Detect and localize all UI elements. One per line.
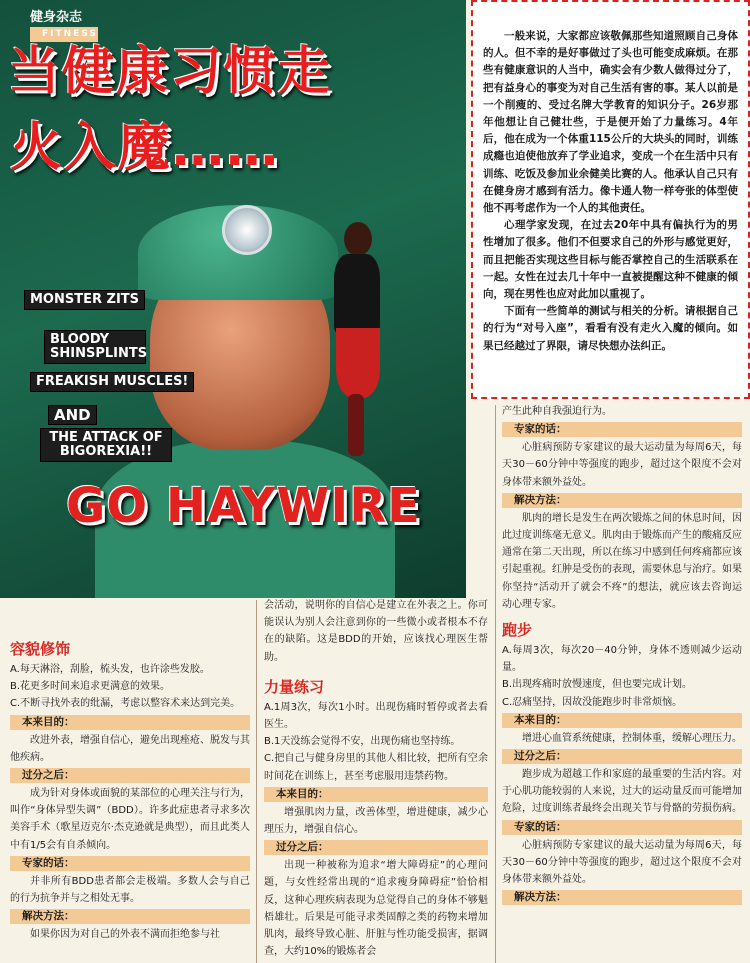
- subheading: 解决方法：: [502, 493, 742, 508]
- section-title: 力量练习: [264, 677, 325, 696]
- intro-paragraph: 心理学家发现，在过去20年中具有偏执行为的男性增加了很多。他们不但要求自己的外形与感觉更好，而且把能否实现这些目标与能否掌控自己的生活联系在一起。女性在过去几十年中一直被提醒这种不健康的倾向，现在男性也应对此加以重视了。: [483, 219, 738, 301]
- cover-illustration: [0, 0, 466, 598]
- subheading: 过分之后：: [10, 768, 250, 783]
- head-mirror-icon: [222, 205, 272, 255]
- tag-and: AND: [48, 405, 97, 425]
- subheading: 专家的话：: [502, 422, 742, 437]
- list-item: A.每天淋浴，刮脸，梳头发，也许涂些发胶。: [10, 664, 210, 675]
- paragraph: 会活动，说明你的自信心是建立在外表之上。你可能误认为别人会注意到你的一些微小或者根本不存在的缺陷。这是BDD的开始，应该找心理医生帮助。: [264, 600, 488, 663]
- paragraph: 产生此种自我强迫行为。: [502, 406, 612, 417]
- section-grooming: [10, 636, 250, 943]
- magazine-name: 健身杂志: [30, 10, 83, 25]
- list-item: A.1周3次，每次1小时。出现伤痛时暂停或者去看医生。: [264, 701, 488, 731]
- paragraph: 如果你因为对自己的外表不满而拒绝参与社: [30, 929, 220, 941]
- subheading: 解决方法：: [10, 909, 250, 924]
- intro-paragraph: 下面有一些简单的测试与相关的分析。请根据自己的行为“对号入座”，看看有没有走火入魔的倾向。如果已经越过了界限，请尽快想办法纠正。: [483, 305, 738, 352]
- subheading: 解决方法：: [502, 890, 742, 905]
- subheading: 专家的话：: [502, 820, 742, 835]
- paragraph: 出现一种被称为追求“增大障碍症”的心理问题，与女性经常出现的“追求瘦身障碍症”恰恰相反，这种心理疾病表现为总觉得自己的身体不够魁梧雄壮。后果是可能寻求类固醇之类的药物来增加肌肉，最终导致心脏、肝脏与性功能受损害，据调查，大约10%的锻炼者会: [264, 860, 488, 958]
- subheading: 本来目的：: [502, 713, 742, 728]
- paragraph: 增强肌肉力量，改善体型，增进健康，减少心理压力，增强自信心。: [264, 806, 488, 836]
- tag-freakish-muscles: FREAKISH MUSCLES!: [30, 372, 194, 392]
- article-title-line2: 火入魔……: [10, 118, 281, 178]
- paragraph: 改进外表，增强自信心，避免出现痤疮、脱发与其他疾病。: [10, 734, 250, 763]
- intro-paragraph: 一般来说，大家都应该敬佩那些知道照顾自己身体的人。但不幸的是好事做过了头也可能变成麻烦。在那些有健康意识的人当中，确实会有少数人做得过分了，把有益身心的事变为对自己生活有害的事。某人以前是一个削瘦的、受过名牌大学教育的知识分子。26岁那年他想让自己健壮些，于是便开始了力量练习。4年后，他在成为一个体重115公斤的大块头的同时，训练成瘾也迫使他放弃了学业追求，变成一个在生活中只有训练、吃饭及参加业余健美比赛的人。他承认自己只有在健身房才感到有活力。像卡通人物一样夸张的体型使他不再考虑作为一个人的其他责任。: [483, 30, 738, 215]
- magazine-logo: [30, 6, 98, 44]
- column-divider: [256, 600, 257, 963]
- paragraph: 跑步成为超越工作和家庭的最重要的生活内容。对于心肌功能较弱的人来说，过大的运动量反而可能增加危险，过度训练者最终会出现关节与骨骼的劳损伤病。: [502, 769, 742, 815]
- list-item: B.花更多时间来追求更满意的效果。: [10, 681, 171, 693]
- tag-bloody-shinsplints: BLOODY SHINSPLINTS: [44, 330, 146, 364]
- tag-monster-zits: MONSTER ZITS: [24, 290, 145, 310]
- section-running: [502, 403, 742, 907]
- tag-attack-of-bigorexia: THE ATTACK OF BIGOREXIA!!: [40, 428, 172, 462]
- section-title: 容貌修饰: [10, 640, 71, 658]
- paragraph: 并非所有BDD患者都会走极端。多数人会与自己的行为抗争并与之相处无事。: [10, 875, 250, 905]
- paragraph: 成为针对身体或面貌的某部位的心理关注与行为，叫作“身体异型失调”（BDD）。许多此症患者寻求多次美容手术（歌星迈克尔·杰克逊就是典型），而且此类人中有1/5会有自杀倾向。: [10, 788, 250, 851]
- subheading: 专家的话：: [10, 856, 250, 871]
- intro-box: [471, 0, 750, 399]
- list-item: B.1天没练会觉得不安，出现伤痛也坚持练。: [264, 736, 461, 748]
- paragraph: 肌肉的增长是发生在两次锻炼之间的休息时间，因此过度训练毫无意义。肌肉由于锻炼而产生的酸痛反应通常在第二天出现，所以在练习中感到任何疼痛都应该引起重视。红肿是受伤的表现，需要休息与治疗。如果你坚持“活动开了就会不疼”的想法，就应该去咨询运动心理专家。: [502, 512, 742, 610]
- column-divider: [495, 405, 496, 963]
- list-item: C.不断寻找外表的纰漏，考虑以整容术来达到完美。: [10, 698, 241, 710]
- paragraph: 增进心血管系统健康，控制体重，缓解心理压力。: [522, 732, 742, 744]
- article-title-line1: 当健康习惯走: [8, 42, 333, 102]
- list-item: C.把自己与健身房里的其他人相比较，把所有空余时间花在训练上，甚至考虑服用违禁药物。: [264, 753, 488, 782]
- magazine-sub: FITNESS: [30, 27, 98, 42]
- subheading: 过分之后：: [264, 840, 488, 855]
- subheading: 本来目的：: [264, 787, 488, 802]
- woman-illustration: [322, 222, 392, 462]
- paragraph: 心脏病预防专家建议的最大运动量为每周6天，每天30－60分钟中等强度的跑步，超过这个限度不会对身体带来额外益处。: [502, 839, 742, 886]
- paragraph: 心脏病预防专家建议的最大运动量为每周6天，每天30－60分钟中等强度的跑步，超过这个限度不会对身体带来额外益处。: [502, 442, 742, 488]
- section-strength-training: [264, 597, 488, 960]
- subheading: 本来目的：: [10, 715, 250, 730]
- list-item: C.忍痛坚持，因故没能跑步时非常烦恼。: [502, 696, 683, 708]
- headline-go-haywire: GO HAYWIRE: [66, 478, 421, 534]
- subheading: 过分之后：: [502, 749, 742, 764]
- list-item: B.出现疼痛时放慢速度，但也要完成计划。: [502, 679, 693, 691]
- list-item: A.每周3次，每次20－40分钟，身体不透则减少运动量。: [502, 645, 742, 674]
- section-title: 跑步: [502, 621, 533, 640]
